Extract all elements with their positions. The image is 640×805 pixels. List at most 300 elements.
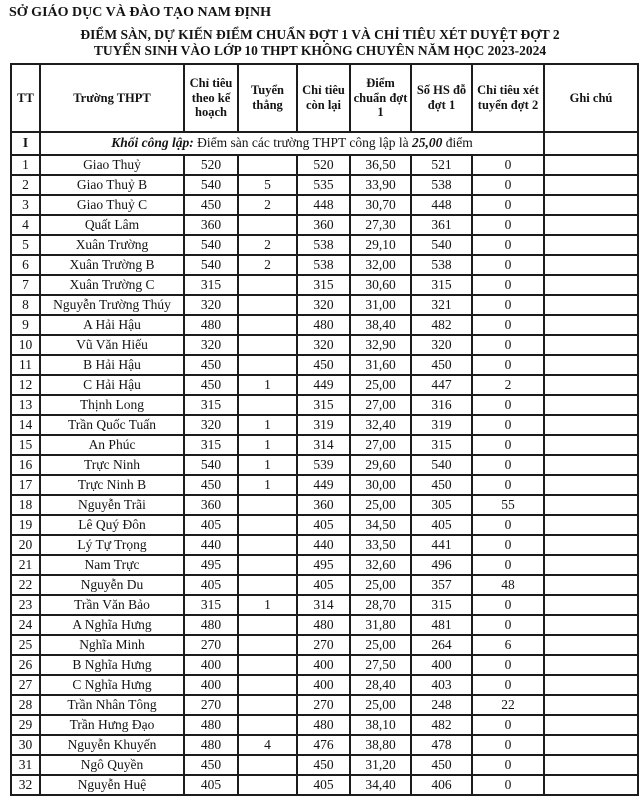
cell-cutoff: 27,00 xyxy=(350,435,411,455)
cell-round2: 0 xyxy=(472,195,544,215)
cell-tt: 23 xyxy=(11,595,40,615)
cell-passed: 357 xyxy=(411,575,472,595)
cell-school: Trần Nhân Tông xyxy=(40,695,184,715)
cell-tt: 28 xyxy=(11,695,40,715)
cell-tt: 11 xyxy=(11,355,40,375)
section-text-before: Điểm sàn các trường THPT công lập là xyxy=(197,135,409,151)
cell-tt: 18 xyxy=(11,495,40,515)
cell-note xyxy=(544,315,638,335)
cell-quota-left: 538 xyxy=(297,255,350,275)
col-header-quota-plan: Chỉ tiêu theo kế hoạch xyxy=(184,64,238,132)
cell-round2: 0 xyxy=(472,175,544,195)
cell-quota-plan: 540 xyxy=(184,175,238,195)
col-header-note: Ghi chú xyxy=(544,64,638,132)
cell-passed: 320 xyxy=(411,335,472,355)
cell-direct xyxy=(238,675,297,695)
table-row xyxy=(11,515,638,535)
cell-passed: 315 xyxy=(411,275,472,295)
cell-quota-plan: 480 xyxy=(184,735,238,755)
cell-quota-left: 495 xyxy=(297,555,350,575)
cell-tt: 32 xyxy=(11,775,40,795)
cell-tt: 30 xyxy=(11,735,40,755)
cell-school: Nguyễn Khuyến xyxy=(40,735,184,755)
cell-quota-left: 480 xyxy=(297,615,350,635)
cell-passed: 447 xyxy=(411,375,472,395)
cell-quota-plan: 360 xyxy=(184,495,238,515)
cell-tt: 13 xyxy=(11,395,40,415)
cell-tt: 31 xyxy=(11,755,40,775)
cell-cutoff: 27,50 xyxy=(350,655,411,675)
cell-note xyxy=(544,635,638,655)
cell-quota-plan: 320 xyxy=(184,335,238,355)
cell-quota-left: 476 xyxy=(297,735,350,755)
cell-cutoff: 33,90 xyxy=(350,175,411,195)
cell-quota-left: 405 xyxy=(297,775,350,795)
cell-school: Trực Ninh B xyxy=(40,475,184,495)
cell-note xyxy=(544,415,638,435)
cell-quota-left: 405 xyxy=(297,575,350,595)
cell-school: B Hải Hậu xyxy=(40,355,184,375)
cell-direct xyxy=(238,635,297,655)
cell-school: Giao Thuỷ B xyxy=(40,175,184,195)
cell-round2: 0 xyxy=(472,535,544,555)
cell-quota-left: 360 xyxy=(297,215,350,235)
cell-quota-left: 450 xyxy=(297,355,350,375)
cell-note xyxy=(544,675,638,695)
cell-direct xyxy=(238,515,297,535)
cell-note xyxy=(544,335,638,355)
cell-cutoff: 31,00 xyxy=(350,295,411,315)
cell-quota-plan: 405 xyxy=(184,775,238,795)
cell-round2: 2 xyxy=(472,375,544,395)
cell-quota-left: 449 xyxy=(297,475,350,495)
section-row-public-schools xyxy=(11,132,638,155)
cell-cutoff: 34,40 xyxy=(350,775,411,795)
cell-quota-left: 270 xyxy=(297,695,350,715)
cell-passed: 450 xyxy=(411,755,472,775)
cell-quota-left: 450 xyxy=(297,755,350,775)
cell-direct: 5 xyxy=(238,175,297,195)
cell-cutoff: 30,70 xyxy=(350,195,411,215)
table-row xyxy=(11,755,638,775)
cell-note xyxy=(544,695,638,715)
cell-note xyxy=(544,555,638,575)
cell-quota-plan: 315 xyxy=(184,395,238,415)
cell-quota-left: 535 xyxy=(297,175,350,195)
cell-quota-plan: 405 xyxy=(184,515,238,535)
cell-note xyxy=(544,575,638,595)
cell-round2: 0 xyxy=(472,155,544,175)
cell-note xyxy=(544,515,638,535)
cell-note xyxy=(544,495,638,515)
cell-quota-plan: 400 xyxy=(184,655,238,675)
cell-round2: 0 xyxy=(472,555,544,575)
cell-tt: 12 xyxy=(11,375,40,395)
cell-cutoff: 27,30 xyxy=(350,215,411,235)
cell-school: Nguyễn Trãi xyxy=(40,495,184,515)
col-header-tt: TT xyxy=(11,64,40,132)
cell-school: Xuân Trường B xyxy=(40,255,184,275)
cell-school: A Hải Hậu xyxy=(40,315,184,335)
cell-tt: 19 xyxy=(11,515,40,535)
cell-round2: 55 xyxy=(472,495,544,515)
section-text xyxy=(40,132,544,155)
cell-quota-plan: 520 xyxy=(184,155,238,175)
org-name: SỞ GIÁO DỤC VÀ ĐÀO TẠO NAM ĐỊNH xyxy=(9,5,272,20)
cell-cutoff: 32,90 xyxy=(350,335,411,355)
cell-round2: 0 xyxy=(472,215,544,235)
cell-passed: 496 xyxy=(411,555,472,575)
cell-quota-plan: 315 xyxy=(184,595,238,615)
cell-passed: 482 xyxy=(411,315,472,335)
cell-note xyxy=(544,435,638,455)
cell-tt: 21 xyxy=(11,555,40,575)
title-line-1: ĐIỂM SÀN, DỰ KIẾN ĐIỂM CHUẨN ĐỢT 1 VÀ CHỈ TIÊU XÉT DUYỆT ĐỢT 2 xyxy=(80,27,560,42)
cell-quota-plan: 495 xyxy=(184,555,238,575)
cell-round2: 0 xyxy=(472,655,544,675)
cell-quota-plan: 480 xyxy=(184,315,238,335)
table-row xyxy=(11,675,638,695)
cell-tt: 14 xyxy=(11,415,40,435)
cell-passed: 316 xyxy=(411,395,472,415)
cell-round2: 6 xyxy=(472,635,544,655)
cell-direct xyxy=(238,355,297,375)
cell-tt: 9 xyxy=(11,315,40,335)
cell-cutoff: 25,00 xyxy=(350,635,411,655)
cell-direct xyxy=(238,555,297,575)
cell-round2: 0 xyxy=(472,735,544,755)
cell-cutoff: 32,00 xyxy=(350,255,411,275)
cell-direct xyxy=(238,335,297,355)
cell-quota-left: 314 xyxy=(297,595,350,615)
table-row xyxy=(11,375,638,395)
cell-note xyxy=(544,755,638,775)
cell-passed: 406 xyxy=(411,775,472,795)
cell-school: Xuân Trường C xyxy=(40,275,184,295)
cell-quota-plan: 450 xyxy=(184,355,238,375)
cell-passed: 448 xyxy=(411,195,472,215)
cell-quota-left: 405 xyxy=(297,515,350,535)
cell-passed: 403 xyxy=(411,675,472,695)
col-header-cutoff-round1: Điểm chuẩn đợt 1 xyxy=(350,64,411,132)
cell-passed: 319 xyxy=(411,415,472,435)
cell-school: Giao Thuỷ xyxy=(40,155,184,175)
table-row xyxy=(11,495,638,515)
cell-tt: 6 xyxy=(11,255,40,275)
cell-passed: 521 xyxy=(411,155,472,175)
cell-school: C Hải Hậu xyxy=(40,375,184,395)
cell-note xyxy=(544,595,638,615)
cell-cutoff: 31,20 xyxy=(350,755,411,775)
cell-passed: 540 xyxy=(411,455,472,475)
cell-round2: 0 xyxy=(472,755,544,775)
cell-cutoff: 38,80 xyxy=(350,735,411,755)
col-header-direct-admission: Tuyển thẳng xyxy=(238,64,297,132)
col-header-school: Trường THPT xyxy=(40,64,184,132)
cell-direct: 1 xyxy=(238,375,297,395)
table-row xyxy=(11,195,638,215)
table-row xyxy=(11,255,638,275)
cell-direct xyxy=(238,215,297,235)
col-header-quota-round2: Chỉ tiêu xét tuyển đợt 2 xyxy=(472,64,544,132)
cell-quota-left: 480 xyxy=(297,315,350,335)
cell-round2: 0 xyxy=(472,335,544,355)
cell-note xyxy=(544,735,638,755)
table-row xyxy=(11,615,638,635)
cell-note xyxy=(544,195,638,215)
table-row xyxy=(11,475,638,495)
cell-quota-plan: 540 xyxy=(184,455,238,475)
section-index: I xyxy=(11,132,40,155)
cell-round2: 0 xyxy=(472,235,544,255)
cell-school: Nguyễn Huệ xyxy=(40,775,184,795)
table-header xyxy=(11,64,638,132)
cell-note xyxy=(544,535,638,555)
cell-cutoff: 25,00 xyxy=(350,495,411,515)
table-row xyxy=(11,235,638,255)
cell-quota-plan: 320 xyxy=(184,295,238,315)
header-row xyxy=(11,64,638,132)
cell-note xyxy=(544,655,638,675)
cell-quota-plan: 320 xyxy=(184,415,238,435)
cell-direct: 1 xyxy=(238,455,297,475)
table-row xyxy=(11,535,638,555)
cell-cutoff: 30,60 xyxy=(350,275,411,295)
cell-school: A Nghĩa Hưng xyxy=(40,615,184,635)
cell-quota-left: 270 xyxy=(297,635,350,655)
cell-school: An Phúc xyxy=(40,435,184,455)
cell-tt: 15 xyxy=(11,435,40,455)
cell-tt: 27 xyxy=(11,675,40,695)
table-row xyxy=(11,415,638,435)
table-row xyxy=(11,455,638,475)
admission-table xyxy=(10,63,639,796)
cell-tt: 16 xyxy=(11,455,40,475)
cell-quota-left: 319 xyxy=(297,415,350,435)
table-row xyxy=(11,355,638,375)
cell-cutoff: 27,00 xyxy=(350,395,411,415)
cell-cutoff: 28,70 xyxy=(350,595,411,615)
section-label: Khối công lập: xyxy=(111,135,194,151)
cell-quota-plan: 360 xyxy=(184,215,238,235)
cell-cutoff: 38,40 xyxy=(350,315,411,335)
cell-direct xyxy=(238,295,297,315)
cell-passed: 248 xyxy=(411,695,472,715)
cell-cutoff: 28,40 xyxy=(350,675,411,695)
cell-note xyxy=(544,395,638,415)
cell-quota-plan: 270 xyxy=(184,635,238,655)
cell-direct: 1 xyxy=(238,595,297,615)
cell-direct: 2 xyxy=(238,235,297,255)
cell-direct xyxy=(238,535,297,555)
cell-tt: 8 xyxy=(11,295,40,315)
cell-passed: 400 xyxy=(411,655,472,675)
cell-round2: 0 xyxy=(472,415,544,435)
cell-cutoff: 38,10 xyxy=(350,715,411,735)
cell-quota-plan: 480 xyxy=(184,715,238,735)
cell-school: Trực Ninh xyxy=(40,455,184,475)
cell-round2: 0 xyxy=(472,275,544,295)
cell-passed: 315 xyxy=(411,595,472,615)
section-floor-score: 25,00 xyxy=(412,135,443,151)
cell-school: Thịnh Long xyxy=(40,395,184,415)
cell-direct: 2 xyxy=(238,195,297,215)
cell-direct: 1 xyxy=(238,415,297,435)
cell-cutoff: 25,00 xyxy=(350,695,411,715)
cell-note xyxy=(544,375,638,395)
cell-round2: 48 xyxy=(472,575,544,595)
cell-cutoff: 25,00 xyxy=(350,575,411,595)
cell-round2: 22 xyxy=(472,695,544,715)
cell-passed: 481 xyxy=(411,615,472,635)
cell-cutoff: 36,50 xyxy=(350,155,411,175)
title-line-2: TUYỂN SINH VÀO LỚP 10 THPT KHÔNG CHUYÊN NĂM HỌC 2023-2024 xyxy=(93,42,547,58)
cell-school: Nam Trực xyxy=(40,555,184,575)
cell-tt: 22 xyxy=(11,575,40,595)
section-note-cell xyxy=(544,132,638,155)
cell-quota-plan: 540 xyxy=(184,255,238,275)
table-row xyxy=(11,775,638,795)
cell-direct: 1 xyxy=(238,435,297,455)
cell-round2: 0 xyxy=(472,395,544,415)
cell-note xyxy=(544,295,638,315)
cell-round2: 0 xyxy=(472,255,544,275)
table-row xyxy=(11,735,638,755)
cell-school: Lý Tự Trọng xyxy=(40,535,184,555)
cell-cutoff: 31,60 xyxy=(350,355,411,375)
cell-tt: 7 xyxy=(11,275,40,295)
cell-cutoff: 29,10 xyxy=(350,235,411,255)
cell-note xyxy=(544,235,638,255)
table-body xyxy=(11,132,638,795)
cell-passed: 450 xyxy=(411,475,472,495)
cell-passed: 478 xyxy=(411,735,472,755)
cell-tt: 5 xyxy=(11,235,40,255)
table-row xyxy=(11,315,638,335)
cell-direct xyxy=(238,775,297,795)
cell-direct xyxy=(238,155,297,175)
cell-quota-left: 538 xyxy=(297,235,350,255)
cell-quota-left: 480 xyxy=(297,715,350,735)
table-row xyxy=(11,395,638,415)
table-row xyxy=(11,595,638,615)
cell-school: Ngô Quyền xyxy=(40,755,184,775)
cell-quota-left: 449 xyxy=(297,375,350,395)
cell-quota-plan: 270 xyxy=(184,695,238,715)
cell-quota-left: 400 xyxy=(297,655,350,675)
table-row xyxy=(11,695,638,715)
cell-round2: 0 xyxy=(472,675,544,695)
table-row xyxy=(11,275,638,295)
cell-passed: 450 xyxy=(411,355,472,375)
cell-cutoff: 30,00 xyxy=(350,475,411,495)
cell-quota-plan: 450 xyxy=(184,755,238,775)
cell-cutoff: 31,80 xyxy=(350,615,411,635)
cell-note xyxy=(544,355,638,375)
table-row xyxy=(11,715,638,735)
cell-quota-plan: 400 xyxy=(184,675,238,695)
document-title xyxy=(0,27,640,59)
cell-direct: 2 xyxy=(238,255,297,275)
cell-round2: 0 xyxy=(472,515,544,535)
cell-school: Giao Thuỷ C xyxy=(40,195,184,215)
cell-round2: 0 xyxy=(472,455,544,475)
cell-passed: 540 xyxy=(411,235,472,255)
table-row xyxy=(11,335,638,355)
cell-direct xyxy=(238,695,297,715)
cell-quota-left: 320 xyxy=(297,295,350,315)
cell-round2: 0 xyxy=(472,295,544,315)
cell-school: Vũ Văn Hiếu xyxy=(40,335,184,355)
cell-tt: 10 xyxy=(11,335,40,355)
table-row xyxy=(11,155,638,175)
cell-note xyxy=(544,715,638,735)
cell-round2: 0 xyxy=(472,615,544,635)
cell-quota-plan: 440 xyxy=(184,535,238,555)
cell-quota-left: 539 xyxy=(297,455,350,475)
table-row xyxy=(11,435,638,455)
cell-note xyxy=(544,155,638,175)
table-row xyxy=(11,555,638,575)
cell-cutoff: 32,40 xyxy=(350,415,411,435)
section-text-after: điểm xyxy=(445,135,473,151)
cell-school: C Nghĩa Hưng xyxy=(40,675,184,695)
cell-passed: 361 xyxy=(411,215,472,235)
cell-quota-left: 320 xyxy=(297,335,350,355)
cell-passed: 321 xyxy=(411,295,472,315)
cell-tt: 1 xyxy=(11,155,40,175)
cell-quota-left: 315 xyxy=(297,395,350,415)
cell-round2: 0 xyxy=(472,475,544,495)
cell-note xyxy=(544,175,638,195)
col-header-passed-round1: Số HS đỗ đợt 1 xyxy=(411,64,472,132)
cell-direct: 4 xyxy=(238,735,297,755)
cell-school: Nghĩa Minh xyxy=(40,635,184,655)
cell-round2: 0 xyxy=(472,775,544,795)
cell-tt: 3 xyxy=(11,195,40,215)
cell-passed: 405 xyxy=(411,515,472,535)
cell-quota-plan: 450 xyxy=(184,475,238,495)
cell-note xyxy=(544,775,638,795)
cell-note xyxy=(544,615,638,635)
cell-school: Xuân Trường xyxy=(40,235,184,255)
cell-quota-left: 520 xyxy=(297,155,350,175)
cell-tt: 20 xyxy=(11,535,40,555)
cell-cutoff: 34,50 xyxy=(350,515,411,535)
cell-quota-plan: 480 xyxy=(184,615,238,635)
table-row xyxy=(11,175,638,195)
cell-quota-plan: 315 xyxy=(184,435,238,455)
table-row xyxy=(11,635,638,655)
cell-passed: 305 xyxy=(411,495,472,515)
cell-tt: 2 xyxy=(11,175,40,195)
cell-school: Trần Hưng Đạo xyxy=(40,715,184,735)
cell-round2: 0 xyxy=(472,355,544,375)
cell-note xyxy=(544,255,638,275)
cell-direct xyxy=(238,495,297,515)
cell-quota-plan: 315 xyxy=(184,275,238,295)
cell-direct xyxy=(238,315,297,335)
cell-quota-plan: 450 xyxy=(184,195,238,215)
cell-tt: 25 xyxy=(11,635,40,655)
cell-quota-left: 314 xyxy=(297,435,350,455)
cell-quota-plan: 405 xyxy=(184,575,238,595)
col-header-quota-left: Chỉ tiêu còn lại xyxy=(297,64,350,132)
table-row xyxy=(11,655,638,675)
cell-cutoff: 29,60 xyxy=(350,455,411,475)
cell-note xyxy=(544,275,638,295)
cell-quota-left: 360 xyxy=(297,495,350,515)
